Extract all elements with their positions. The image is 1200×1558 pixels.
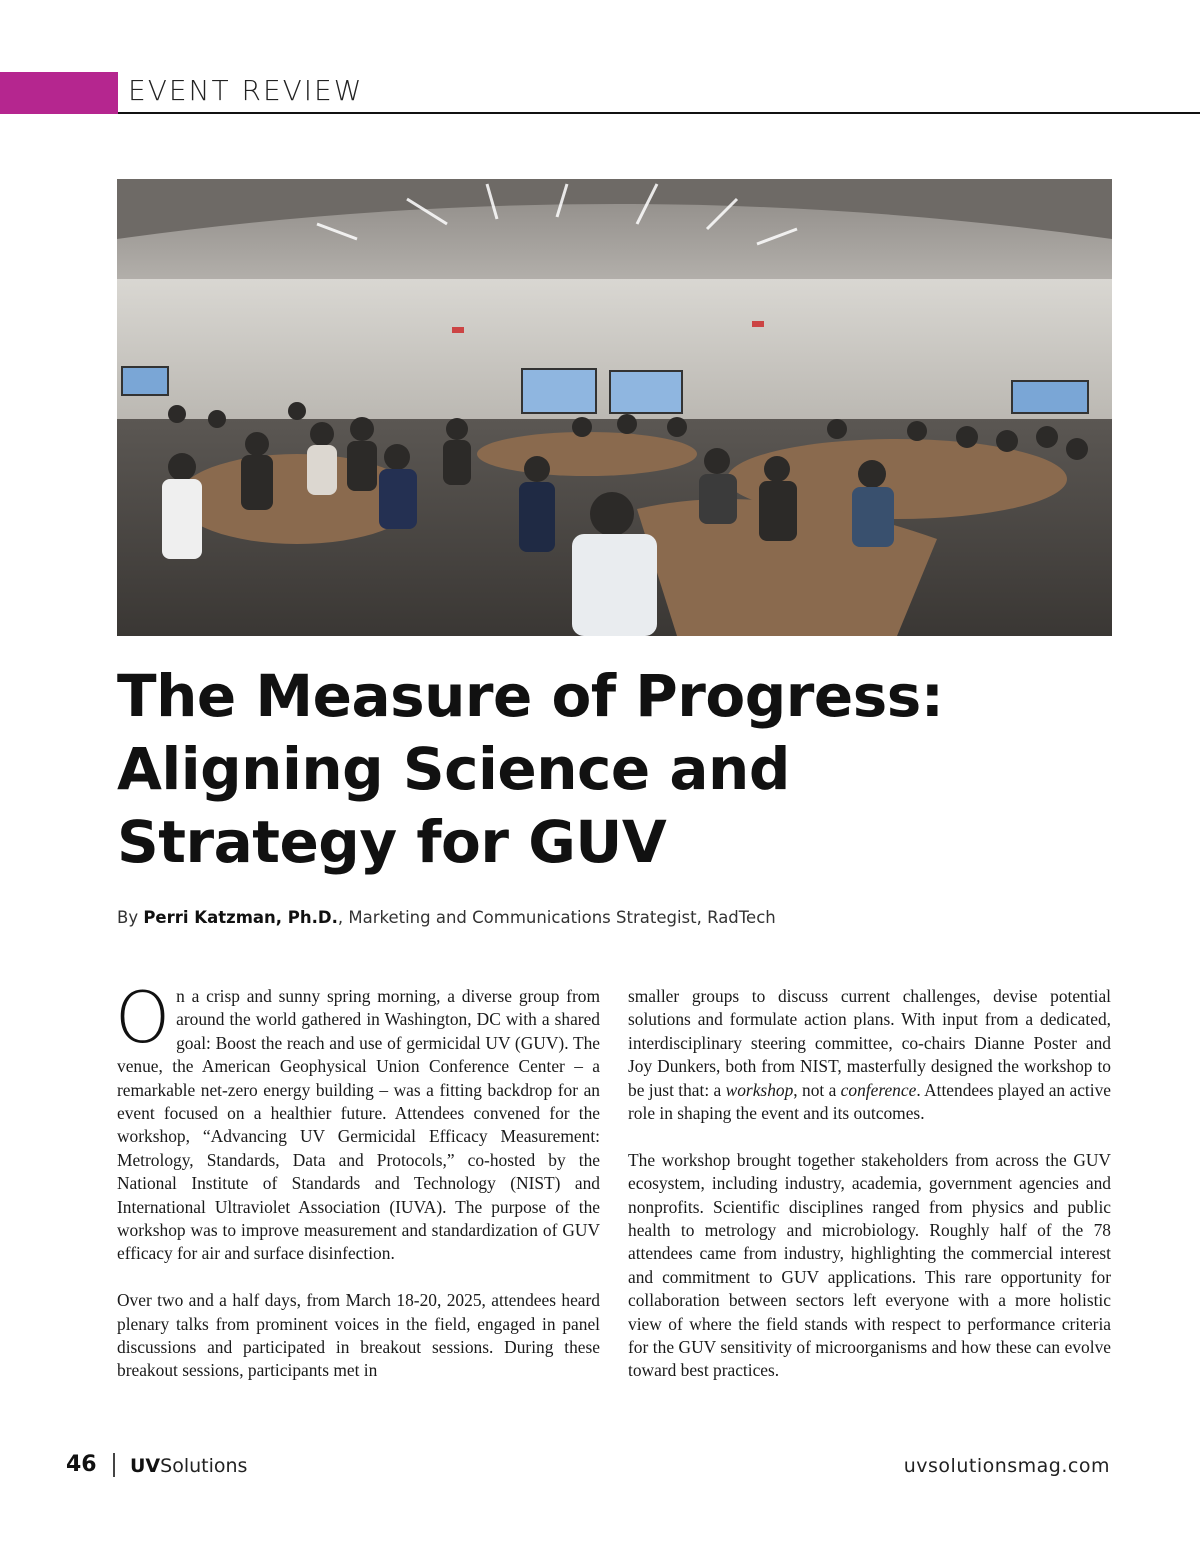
headline-line: The Measure of Progress:: [117, 662, 944, 730]
paragraph-text: smaller groups to discuss current challenges, devise potential solutions and formulate action plans. With input from a dedicated, interdisciplinary steering committee, co-chairs Dianne Poster and Joy Dunkers, both from NIST, masterfully designed the workshop to be just that: a: [628, 986, 1111, 1100]
paragraph-text: , not a: [793, 1079, 841, 1100]
magazine-url: uvsolutionsmag.com: [903, 1455, 1110, 1477]
section-accent-bar: [0, 72, 118, 114]
paragraph-text: n a crisp and sunny spring morning, a diverse group from around the world gathered in Washington, DC with a shared goal: Boost the reach and use of germicidal UV (GUV). The venue, the American Geophysical Union Conference Center – a remarkable net-zero energy building – was a fitting backdrop for an event focused on a healthier future. Attendees convened for the workshop, “Advancing UV Germicidal Efficacy Measurement: Metrology, Standards, Data and Protocols,” co-hosted by the National Institute of Standards and Technology (NIST) and International Ultraviolet Association (IUVA). The purpose of the workshop was to improve measurement and standardization of GUV efficacy for air and surface disinfection.: [117, 986, 600, 1264]
conference-group-photo: [117, 179, 1112, 636]
paragraph: Over two and a half days, from March 18-20, 2025, attendees heard plenary talks from prominent voices in the field, engaged in panel discussions and participated in breakout sessions. During these breakout sessions, participants met in: [117, 1290, 600, 1381]
article-headline: [117, 660, 1117, 879]
headline-line: Strategy for GUV: [117, 808, 667, 876]
paragraph: The workshop brought together stakeholders from across the GUV ecosystem, including industry, academia, government agencies and nonprofits. Scientific disciplines ranged from physics and public health to metrology and microbiology. Roughly half of the 78 attendees came from industry, highlighting the commercial interest and commitment to GUV applications. This rare opportunity for collaboration between sectors left everyone with a more holistic view of where the field stands with respect to performance criteria for the GUV sensitivity of microorganisms and how these can evolve toward best practices.: [628, 1149, 1111, 1381]
header-rule: [118, 112, 1200, 114]
emphasis-text: workshop: [725, 1079, 794, 1100]
paragraph: [115, 977, 600, 1266]
brand-rest: Solutions: [160, 1455, 248, 1477]
emphasis-text: conference: [840, 1079, 917, 1100]
headline-line: Aligning Science and: [117, 735, 790, 803]
paragraph-text: . Attendees played an active role in shaping the event and its outcomes.: [628, 1079, 1111, 1124]
byline-author: Perri Katzman, Ph.D.: [143, 908, 338, 927]
byline-affiliation: , Marketing and Communications Strategist, RadTech: [337, 908, 776, 927]
byline: [117, 908, 776, 927]
paragraph: [628, 985, 1111, 1125]
photo-illustration: [117, 179, 1112, 636]
article-column-right: [628, 985, 1111, 1406]
page-number: 46: [66, 1452, 97, 1477]
magazine-brand: [130, 1455, 247, 1477]
brand-bold: UV: [130, 1455, 161, 1477]
footer-divider: [113, 1453, 115, 1477]
drop-cap: O: [115, 977, 171, 1059]
article-column-left: [115, 977, 600, 1406]
section-label: EVENT REVIEW: [128, 74, 364, 107]
byline-prefix: By: [117, 908, 144, 927]
